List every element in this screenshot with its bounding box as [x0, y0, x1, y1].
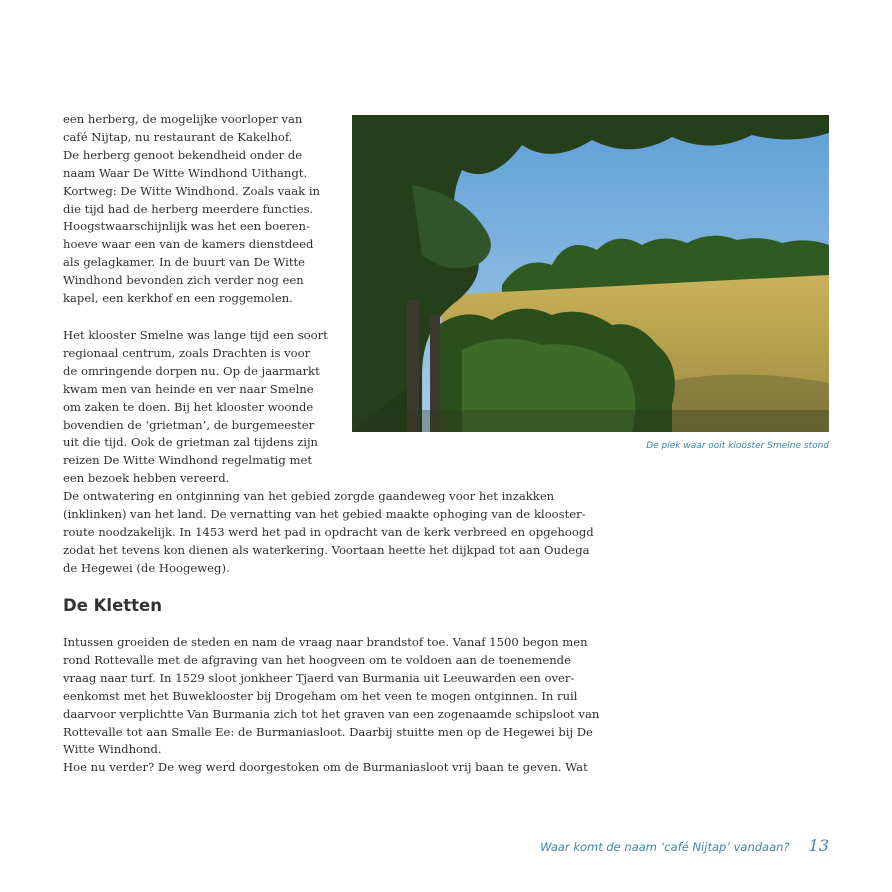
text-line: kapel, een kerkhof en een roggemolen.: [63, 291, 293, 306]
text-line: uit die tijd. Ook de grietman zal tijdens zijn: [63, 435, 319, 450]
text-line: Intussen groeiden de steden en nam de vraag naar brandstof toe. Vanaf 1500 begon men: [63, 635, 588, 649]
text-line: (inklinken) van het land. De vernatting van het gebied maakte ophoging van de klooster-: [63, 507, 586, 522]
text-line: Windhond bevonden zich verder nog een: [63, 273, 304, 288]
text-line: de Hegewei (de Hoogeweg).: [63, 560, 230, 575]
page-number: 13: [808, 836, 829, 855]
text-line: om zaken te doen. Bij het klooster woonde: [63, 399, 314, 414]
text-line: Het klooster Smelne was lange tijd een soort: [63, 328, 328, 342]
text-line: Kortweg: De Witte Windhond. Zoals vaak in: [63, 183, 321, 198]
text-line: Hoogstwaarschijnlijk was het een boeren-: [63, 219, 310, 234]
text-line: route noodzakelijk. In 1453 werd het pad in opdracht van de kerk verbreed en opgehoogd: [63, 524, 594, 539]
text-line: eenkomst met het Buweklooster bij Drogeham om het veen te mogen ontginnen. In ruil: [63, 688, 578, 703]
text-line: rond Rottevalle met de afgraving van het hoogveen om te voldoen aan de toenemende: [63, 652, 571, 667]
paragraph-herberg: [63, 111, 320, 308]
text-line: een herberg, de mogelijke voorloper van: [63, 112, 303, 126]
text-line: de omringende dorpen nu. Op de jaarmarkt: [63, 363, 320, 378]
text-line: Rottevalle tot aan Smalle Ee: de Burmaniasloot. Daarbij stuitte men op de Hegewei bij De: [63, 724, 593, 739]
text-line: bovendien de ‘grietman’, de burgemeester: [63, 417, 315, 432]
text-line: naam Waar De Witte Windhond Uithangt.: [63, 165, 308, 180]
text-line: zodat het tevens kon dienen als waterkering. Voortaan heette het dijkpad tot aan Oudega: [63, 542, 590, 557]
text-line: kwam men van heinde en ver naar Smelne: [63, 381, 314, 396]
text-line: daarvoor verplichtte Van Burmania zich tot het graven van een zogenaamde schipsloot van: [63, 706, 600, 721]
text-line: regionaal centrum, zoals Drachten is voor: [63, 345, 311, 360]
paragraph-klooster-smelne: [63, 327, 594, 578]
section-heading: De Kletten: [63, 596, 162, 615]
text-line: als gelagkamer. In de buurt van De Witte: [63, 255, 306, 270]
paragraph-de-kletten: [63, 634, 599, 777]
text-line: café Nijtap, nu restaurant de Kakelhof.: [63, 129, 293, 144]
text-line: De herberg genoot bekendheid onder de: [63, 147, 303, 162]
photo-caption: De plek waar ooit klooster Smelne stond: [646, 441, 829, 451]
text-line: een bezoek hebben vereerd.: [63, 471, 230, 486]
page-footer: [540, 836, 829, 855]
text-line: hoeve waar een van de kamers dienstdeed: [63, 237, 314, 252]
running-title: Waar komt de naam ‘café Nijtap’ vandaan?: [540, 840, 790, 854]
text-line: De ontwatering en ontginning van het gebied zorgde gaandeweg voor het inzakken: [63, 489, 555, 504]
text-line: reizen De Witte Windhond regelmatig met: [63, 453, 312, 468]
text-line: vraag naar turf. In 1529 sloot jonkheer Tjaerd van Burmania uit Leeuwarden een over-: [63, 670, 575, 685]
text-line: Hoe nu verder? De weg werd doorgestoken om de Burmaniasloot vrij baan te geven. Wat: [63, 760, 588, 775]
text-line: die tijd had de herberg meerdere functies.: [63, 201, 314, 216]
text-line: Witte Windhond.: [63, 742, 162, 757]
